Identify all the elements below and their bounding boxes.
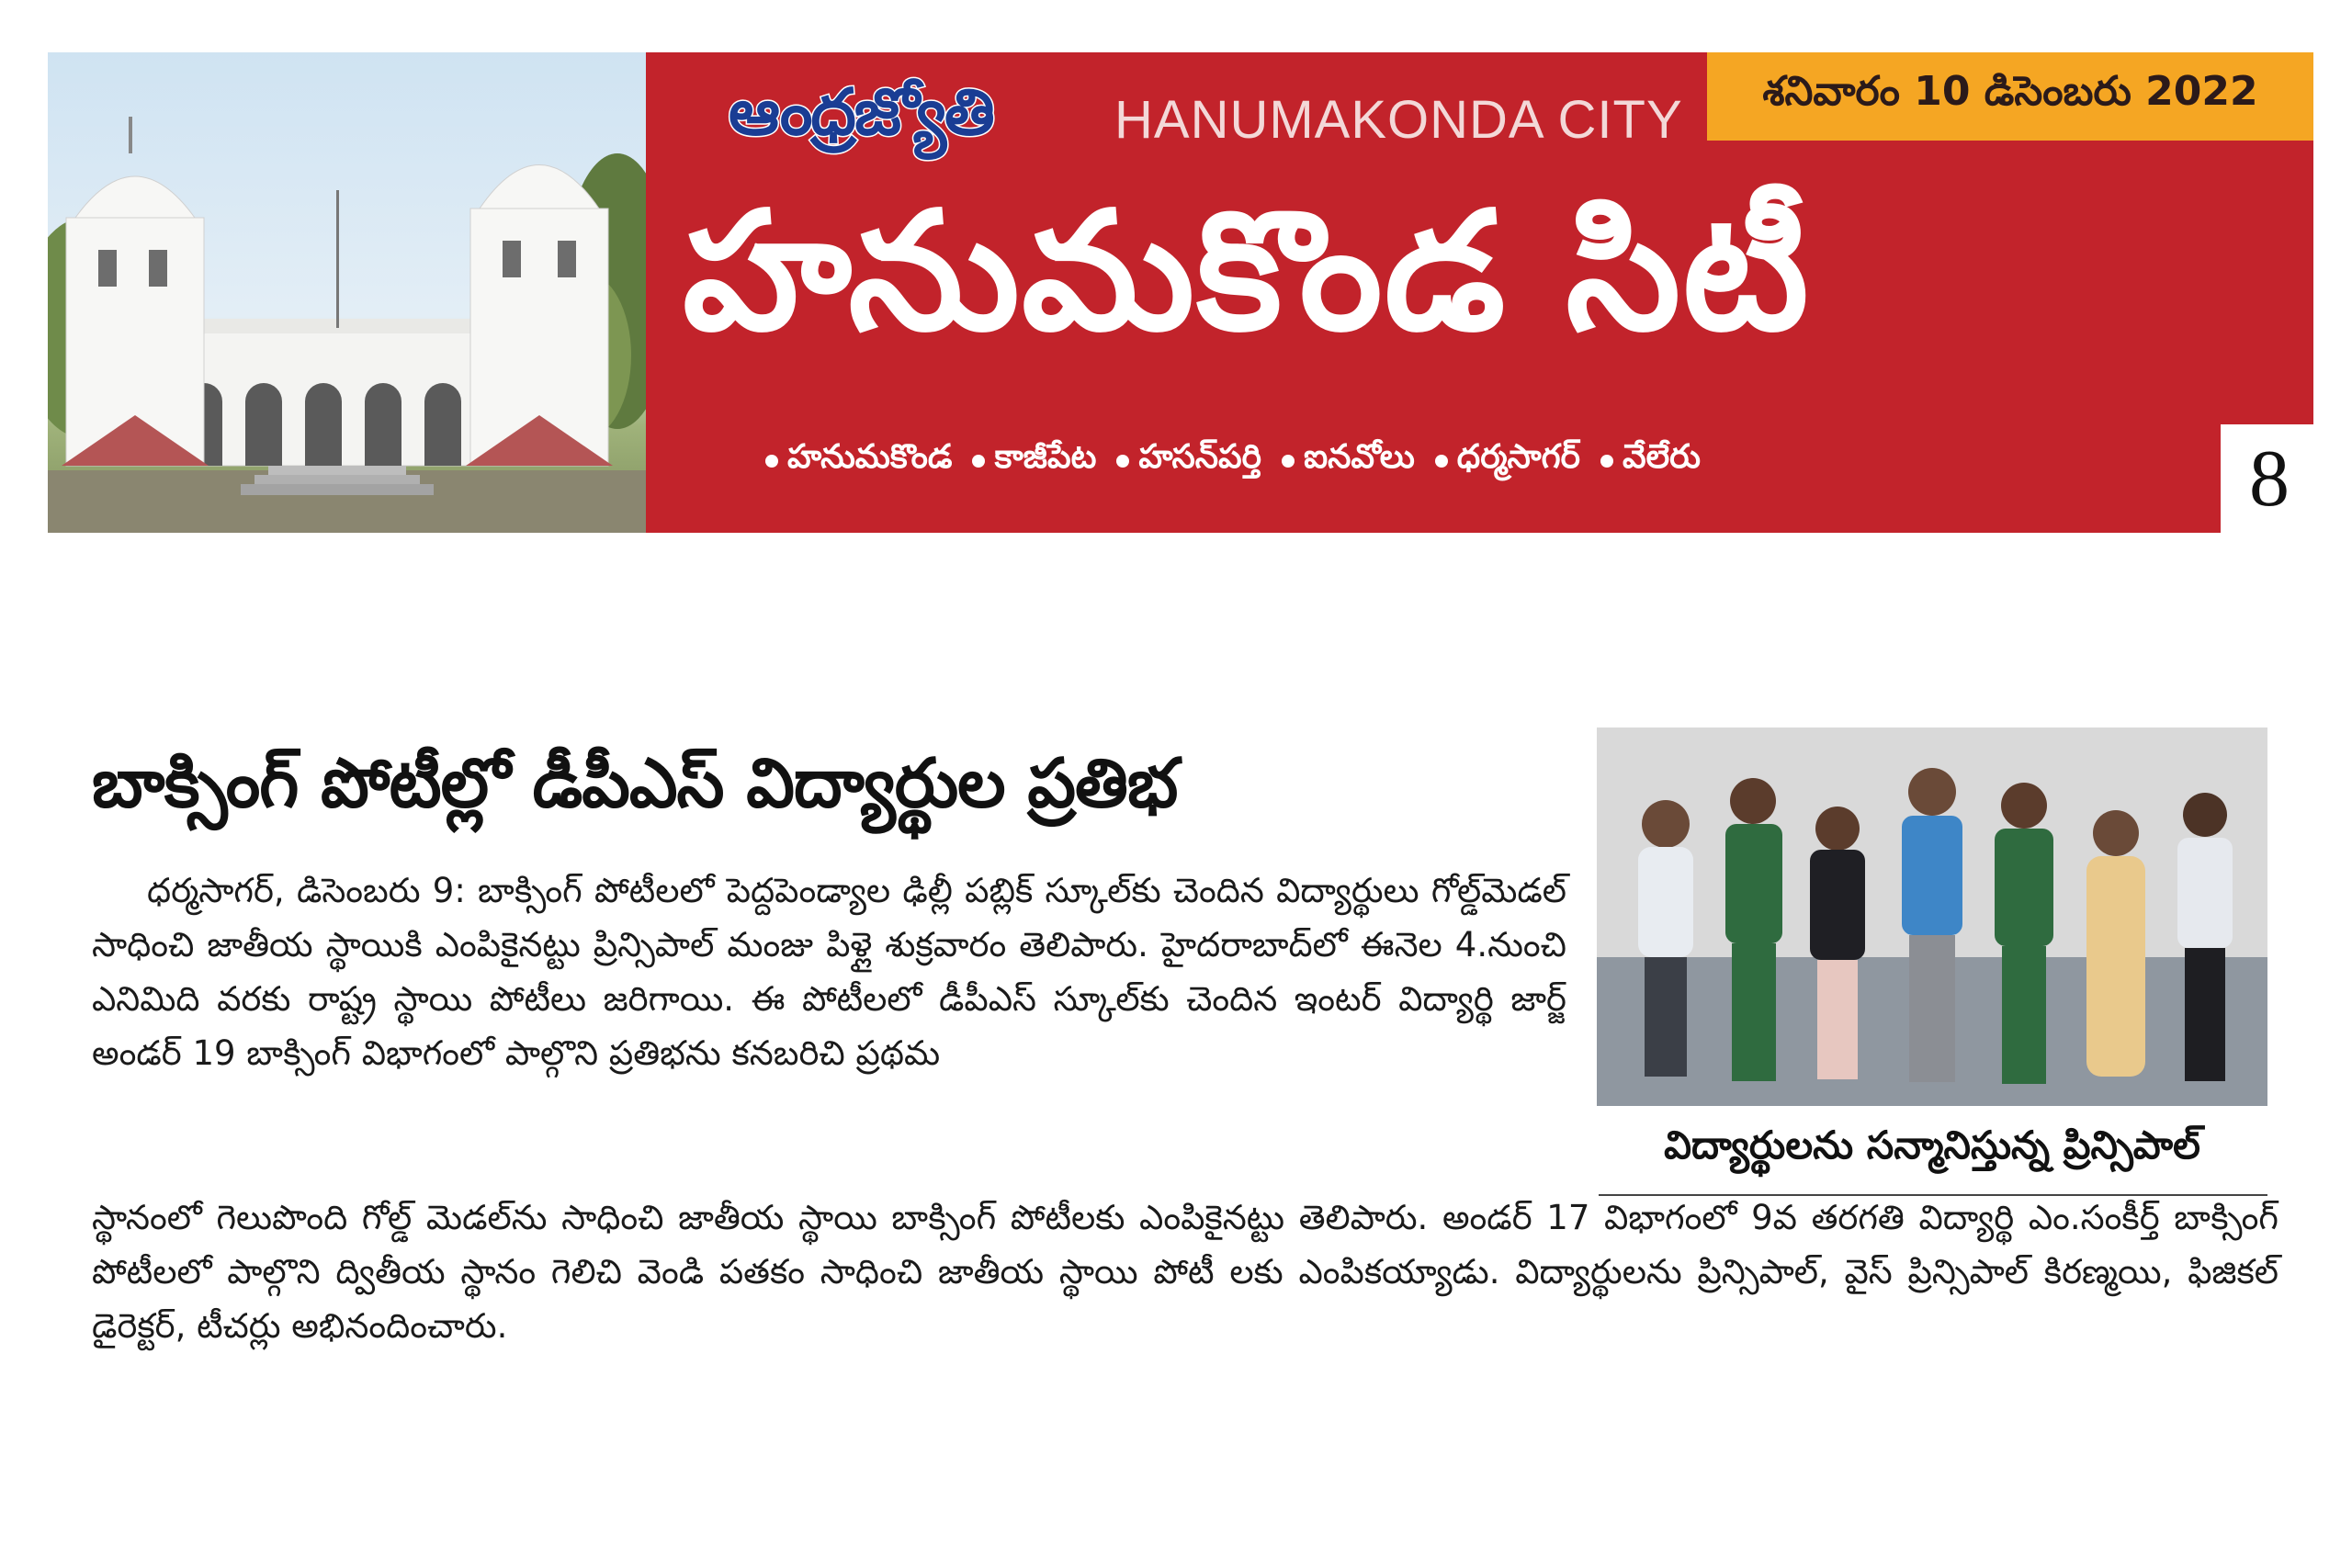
article-headline: బాక్సింగ్ పోటీల్లో డీపీఎస్ విద్యార్థుల ప్రతిభ	[92, 744, 1178, 823]
bullet-icon	[1600, 455, 1613, 468]
newspaper-logo	[729, 69, 1069, 170]
masthead-photo-building	[48, 52, 646, 533]
group-photo-illustration	[1597, 728, 2267, 1106]
masthead	[48, 52, 2313, 533]
masthead-red-band	[646, 52, 2313, 533]
edition-name-english: HANUMAKONDA CITY	[1114, 90, 1683, 150]
bullet-icon	[765, 455, 778, 468]
area-item: ధర్మసాగర్	[1435, 438, 1580, 484]
bullet-icon	[1116, 455, 1129, 468]
page-number: 8	[2221, 424, 2313, 533]
logo-text: ఆంధ్రజ్యోతి	[729, 74, 993, 150]
area-item: వేలేరు	[1600, 438, 1701, 484]
edition-title: హనుమకొండ సిటీ	[683, 176, 1811, 367]
issue-date: శనివారం 10 డిసెంబరు 2022	[1707, 52, 2313, 141]
area-item: హసన్‌పర్తి	[1116, 438, 1261, 484]
article-body-full-width: స్థానంలో గెలుపొంది గోల్డ్ మెడల్‌ను సాధించి జాతీయ స్థాయి బాక్సింగ్ పోటీలకు ఎంపికైనట్టు తెలిపారు. అండర్ 17 విభాగంలో 9వ తరగతి విద్యార్థి ఎం.సంకీర్త్ బాక్సింగ్ పోటీలలో పాల్గొని ద్వితీయ స్థానం గెలిచి వెండి పతకం సాధించి జాతీయ స్థాయి పోటీ లకు ఎంపికయ్యాడు. విద్యార్థులను ప్రిన్సిపాల్, వైస్ ప్రిన్సిపాల్ కిరణ్మయి, ఫిజికల్ డైరెక్టర్, టీచర్లు అభినందించారు.	[92, 1198, 2278, 1346]
news-photo-students	[1597, 728, 2267, 1106]
area-item: ఐనవోలు	[1282, 438, 1415, 484]
area-item: హనుమకొండ	[765, 438, 952, 484]
area-item: కాజీపేట	[972, 438, 1096, 484]
article-body-column: ధర్మసాగర్, డిసెంబరు 9: బాక్సింగ్ పోటీలలో పెద్దపెండ్యాల ఢిల్లీ పబ్లిక్ స్కూల్‌కు చెందిన విద్యార్థులు గోల్డ్‌మెడల్ సాధించి జాతీయ స్థాయికి ఎంపికైనట్టు ప్రిన్సిపాల్ మంజు పిళ్లై శుక్రవారం తెలిపారు. హైదరాబాద్‌లో ఈనెల 4.నుంచి ఎనిమిది వరకు రాష్ట్ర స్థాయి పోటీలు జరిగాయి. ఈ పోటీలలో డీపీఎస్ స్కూల్‌కు చెందిన ఇంటర్ విద్యార్థి జార్జ్ అండర్ 19 బాక్సింగ్ విభాగంలో పాల్గొని ప్రతిభను కనబరిచి ప్రథమ	[92, 871, 1566, 1073]
coverage-areas	[765, 438, 1701, 484]
photo-caption: విద్యార్థులను సన్మానిస్తున్న ప్రిన్సిపాల్	[1664, 1122, 2200, 1168]
building-illustration	[48, 52, 646, 533]
bullet-icon	[1435, 455, 1448, 468]
bullet-icon	[972, 455, 985, 468]
bullet-icon	[1282, 455, 1295, 468]
